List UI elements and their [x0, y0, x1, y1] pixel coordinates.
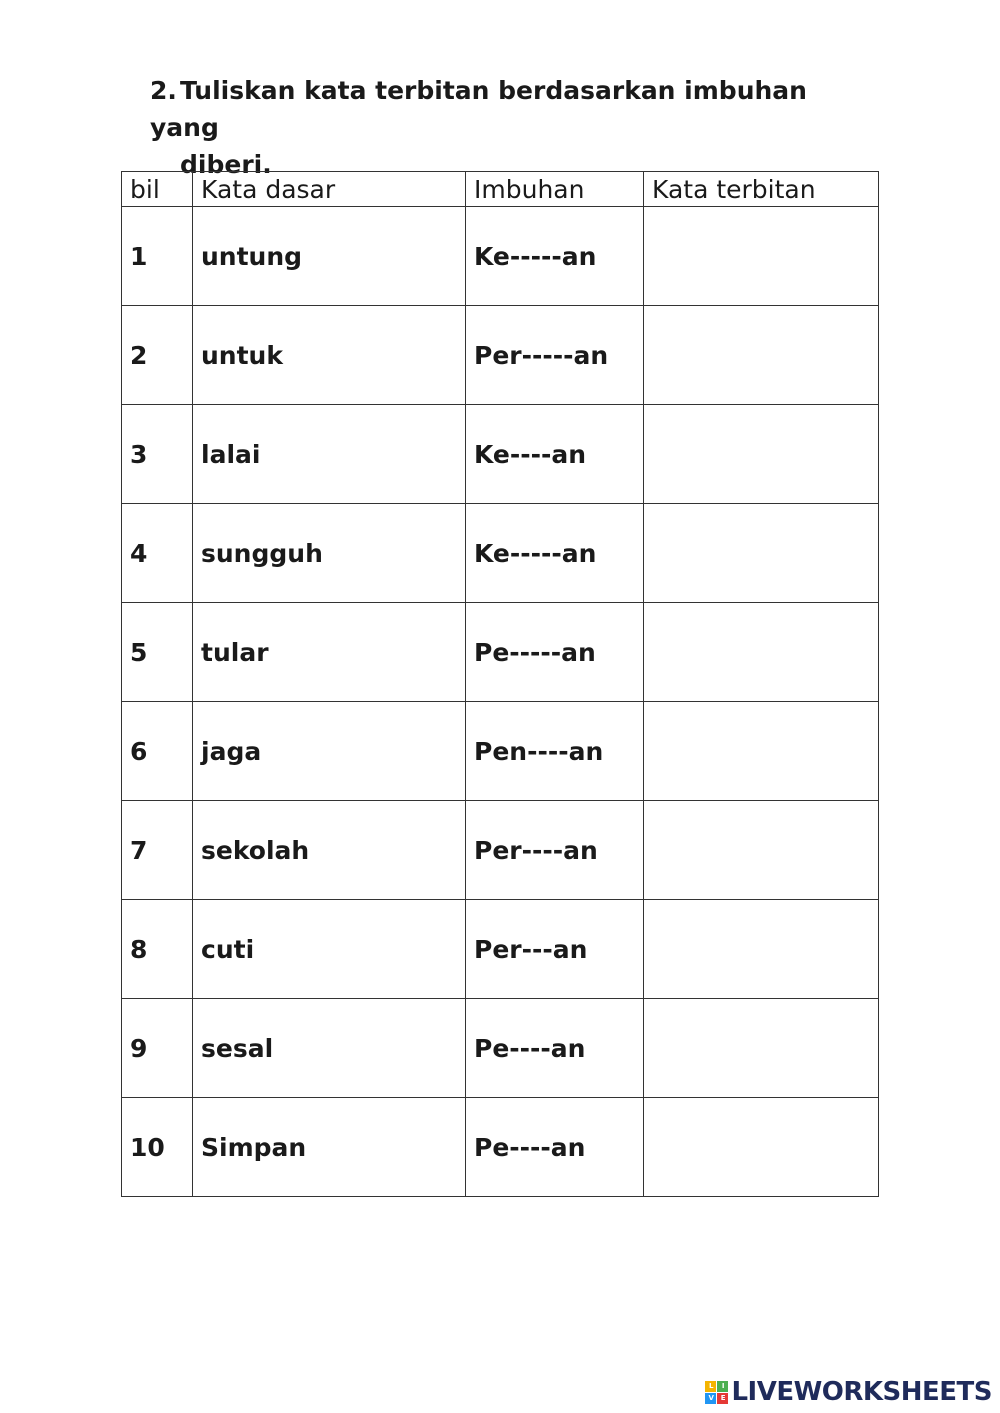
table-row — [122, 405, 879, 504]
logo-square: V — [705, 1393, 716, 1404]
cell-imbuhan: Per-----an — [466, 306, 644, 405]
cell-imbuhan: Pe----an — [466, 999, 644, 1098]
cell-imbuhan: Pen----an — [466, 702, 644, 801]
logo-square: E — [717, 1393, 728, 1404]
cell-imbuhan: Per---an — [466, 900, 644, 999]
answer-input[interactable] — [644, 504, 878, 602]
header-bil: bil — [122, 172, 193, 207]
cell-bil: 3 — [122, 405, 193, 504]
table-row — [122, 207, 879, 306]
table-row — [122, 1098, 879, 1197]
worksheet-table — [121, 171, 879, 1197]
header-kata-terbitan: Kata terbitan — [644, 172, 879, 207]
answer-input[interactable] — [644, 207, 878, 305]
cell-kata-dasar: cuti — [193, 900, 466, 999]
cell-imbuhan: Ke----an — [466, 405, 644, 504]
table-row — [122, 900, 879, 999]
table-row — [122, 999, 879, 1098]
question-line-1 — [150, 72, 850, 146]
cell-kata-dasar: Simpan — [193, 1098, 466, 1197]
cell-kata-terbitan — [644, 702, 879, 801]
question-number: 2. — [150, 76, 177, 105]
table-row — [122, 306, 879, 405]
cell-kata-dasar: untuk — [193, 306, 466, 405]
answer-input[interactable] — [644, 702, 878, 800]
cell-bil: 10 — [122, 1098, 193, 1197]
table-row — [122, 504, 879, 603]
cell-bil: 6 — [122, 702, 193, 801]
cell-bil: 8 — [122, 900, 193, 999]
answer-input[interactable] — [644, 1098, 878, 1196]
table-row — [122, 603, 879, 702]
cell-kata-terbitan — [644, 504, 879, 603]
cell-kata-dasar: sekolah — [193, 801, 466, 900]
cell-kata-dasar: jaga — [193, 702, 466, 801]
question-prompt — [150, 72, 850, 183]
cell-kata-terbitan — [644, 1098, 879, 1197]
cell-bil: 1 — [122, 207, 193, 306]
answer-input[interactable] — [644, 801, 878, 899]
cell-kata-terbitan — [644, 603, 879, 702]
table-header-row — [122, 172, 879, 207]
cell-kata-dasar: lalai — [193, 405, 466, 504]
cell-kata-dasar: untung — [193, 207, 466, 306]
table-row — [122, 702, 879, 801]
cell-kata-terbitan — [644, 900, 879, 999]
header-imbuhan: Imbuhan — [466, 172, 644, 207]
cell-imbuhan: Pe----an — [466, 1098, 644, 1197]
liveworksheets-logo-icon — [705, 1381, 728, 1404]
question-text-line-1: Tuliskan kata terbitan berdasarkan imbuhan yang — [150, 76, 807, 142]
answer-input[interactable] — [644, 999, 878, 1097]
logo-square: I — [717, 1381, 728, 1392]
cell-bil: 7 — [122, 801, 193, 900]
cell-kata-dasar: sesal — [193, 999, 466, 1098]
brand-text: LIVEWORKSHEETS — [731, 1377, 992, 1407]
cell-kata-terbitan — [644, 306, 879, 405]
cell-imbuhan: Ke-----an — [466, 207, 644, 306]
cell-bil: 5 — [122, 603, 193, 702]
answer-input[interactable] — [644, 405, 878, 503]
cell-kata-terbitan — [644, 207, 879, 306]
question-text-line-2: diberi. — [180, 150, 272, 179]
logo-square: L — [705, 1381, 716, 1392]
cell-bil: 2 — [122, 306, 193, 405]
cell-kata-dasar: sungguh — [193, 504, 466, 603]
table-body — [122, 207, 879, 1197]
cell-kata-terbitan — [644, 801, 879, 900]
cell-kata-terbitan — [644, 405, 879, 504]
cell-bil: 4 — [122, 504, 193, 603]
answer-input[interactable] — [644, 306, 878, 404]
liveworksheets-brand — [705, 1377, 992, 1407]
cell-imbuhan: Ke-----an — [466, 504, 644, 603]
cell-kata-terbitan — [644, 999, 879, 1098]
table-row — [122, 801, 879, 900]
cell-kata-dasar: tular — [193, 603, 466, 702]
answer-input[interactable] — [644, 603, 878, 701]
answer-input[interactable] — [644, 900, 878, 998]
cell-imbuhan: Pe-----an — [466, 603, 644, 702]
cell-bil: 9 — [122, 999, 193, 1098]
cell-imbuhan: Per----an — [466, 801, 644, 900]
header-kata-dasar: Kata dasar — [193, 172, 466, 207]
